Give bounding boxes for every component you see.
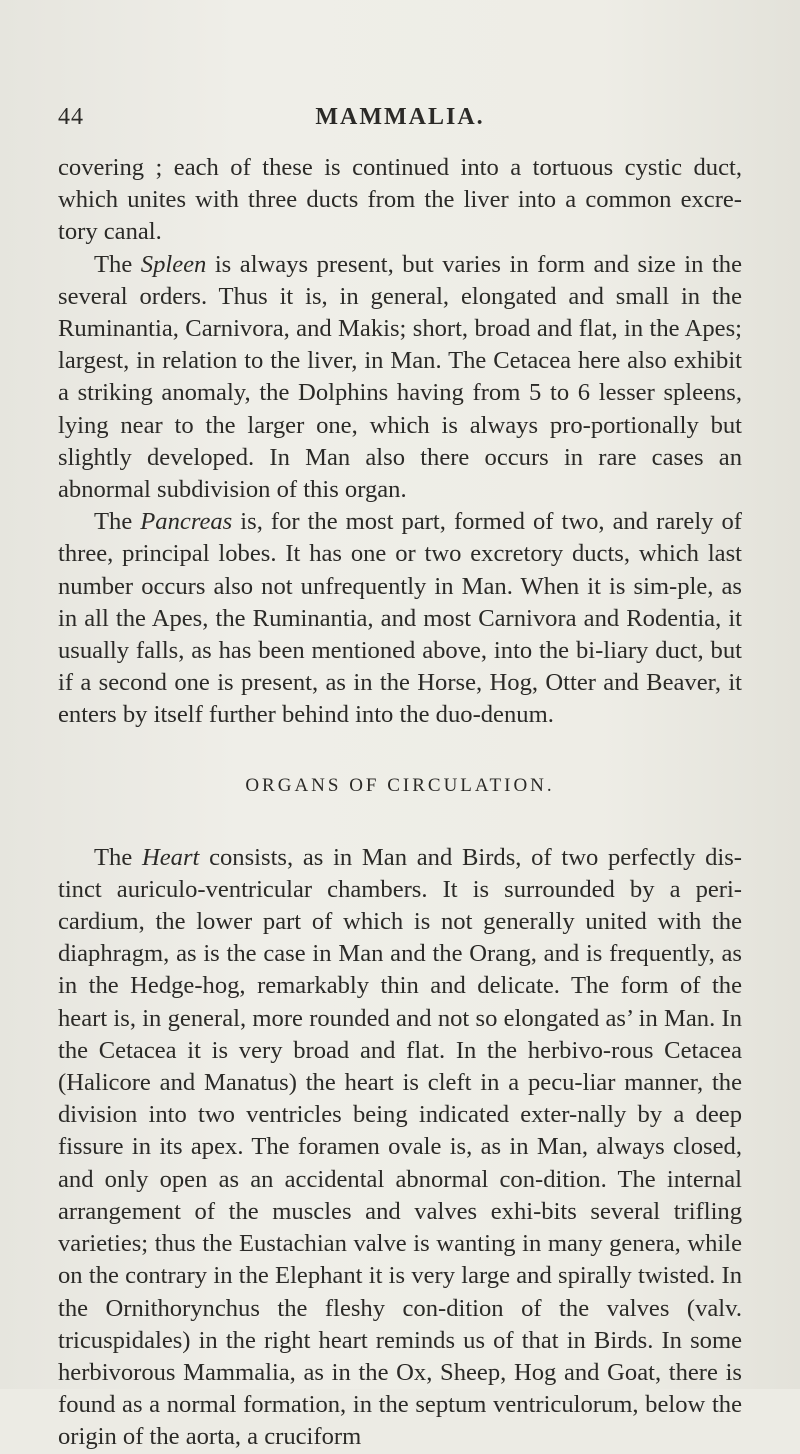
paragraph-spleen-lead: The — [94, 250, 141, 278]
body-text — [58, 152, 742, 1454]
page-header — [58, 104, 742, 138]
paragraph-pancreas — [58, 506, 742, 731]
section-heading: ORGANS OF CIRCULATION. — [245, 774, 555, 796]
paragraph-pancreas-text: is, for the most part, formed of two, and rarely of three, principal lobes. It has one or two excretory ducts, which last number occurs also not unfrequently in Man. When it is sim-ple, as in all the Apes, the Ruminantia, and most Carnivora and Rodentia, it usually falls, as has been mentioned above, into the bi-liary duct, but if a second one is present, as in the Horse, Hog, Otter and Beaver, it enters by itself further behind into the duo-denum. — [58, 508, 742, 729]
term-heart: Heart — [141, 843, 200, 871]
page-number: 44 — [58, 104, 84, 130]
paragraph-gall-bladder: covering ; each of these is continued into a tortuous cystic duct, which unites with three ducts from the liver into a common excre-tory canal. — [58, 154, 742, 246]
paragraph-spleen-text: is always present, but varies in form and size in the several orders. Thus it is, in general, elongated and small in the Ruminantia, Carnivora, and Makis; short, broad and flat, in the Apes; largest, in relation to the liver, in Man. The Cetacea here also exhibit a striking anomaly, the Dolphins having from 5 to 6 lesser spleens, lying near to the larger one, which is always pro-portionally but slightly developed. In Man also there occurs in rare cases an abnormal subdivision of this organ. — [58, 250, 742, 504]
paragraph-heart-lead: The — [94, 843, 142, 871]
paragraph-pancreas-lead: The — [94, 508, 141, 536]
paragraph-spleen — [58, 249, 742, 507]
paragraph-heart-text: consists, as in Man and Birds, of two perfectly dis-tinct auriculo-ventricular chambers. It is surrounded by a peri-cardium, the lower part of which is not generally united with the diaphragm, as is the case in Man and the Orang, and is frequently, as in the Hedge-hog, remarkably thin and delicate. The form of the heart is, in general, more rounded and not so elongated as’ in Man. In the Cetacea it is very broad and flat. In the herbivo-rous Cetacea (Halicore and Manatus) the heart is cleft in a pecu-liar manner, the division into two ventricles being indicated exter-nally by a deep fissure in its apex. The foramen ovale is, as in Man, always closed, and only open as an accidental abnormal con-dition. The internal arrangement of the muscles and valves exhi-bits several trifling varieties; thus the Eustachian valve is wanting in many genera, while on the contrary in the Elephant it is very large and spirally twisted. In the Ornithorynchus the fleshy con-dition of the valves (valv. tricuspidales) in the right heart reminds us of that in Birds. In some herbivorous Mammalia, as in the Ox, Sheep, Hog and Goat, there is found as a normal formation, in the septum ventriculorum, below the origin of the aorta, a cruciform — [58, 843, 742, 1451]
running-title: MAMMALIA. — [315, 104, 485, 130]
paragraph-heart — [58, 842, 742, 1454]
term-spleen: Spleen — [140, 250, 207, 278]
term-pancreas: Pancreas — [140, 508, 233, 536]
